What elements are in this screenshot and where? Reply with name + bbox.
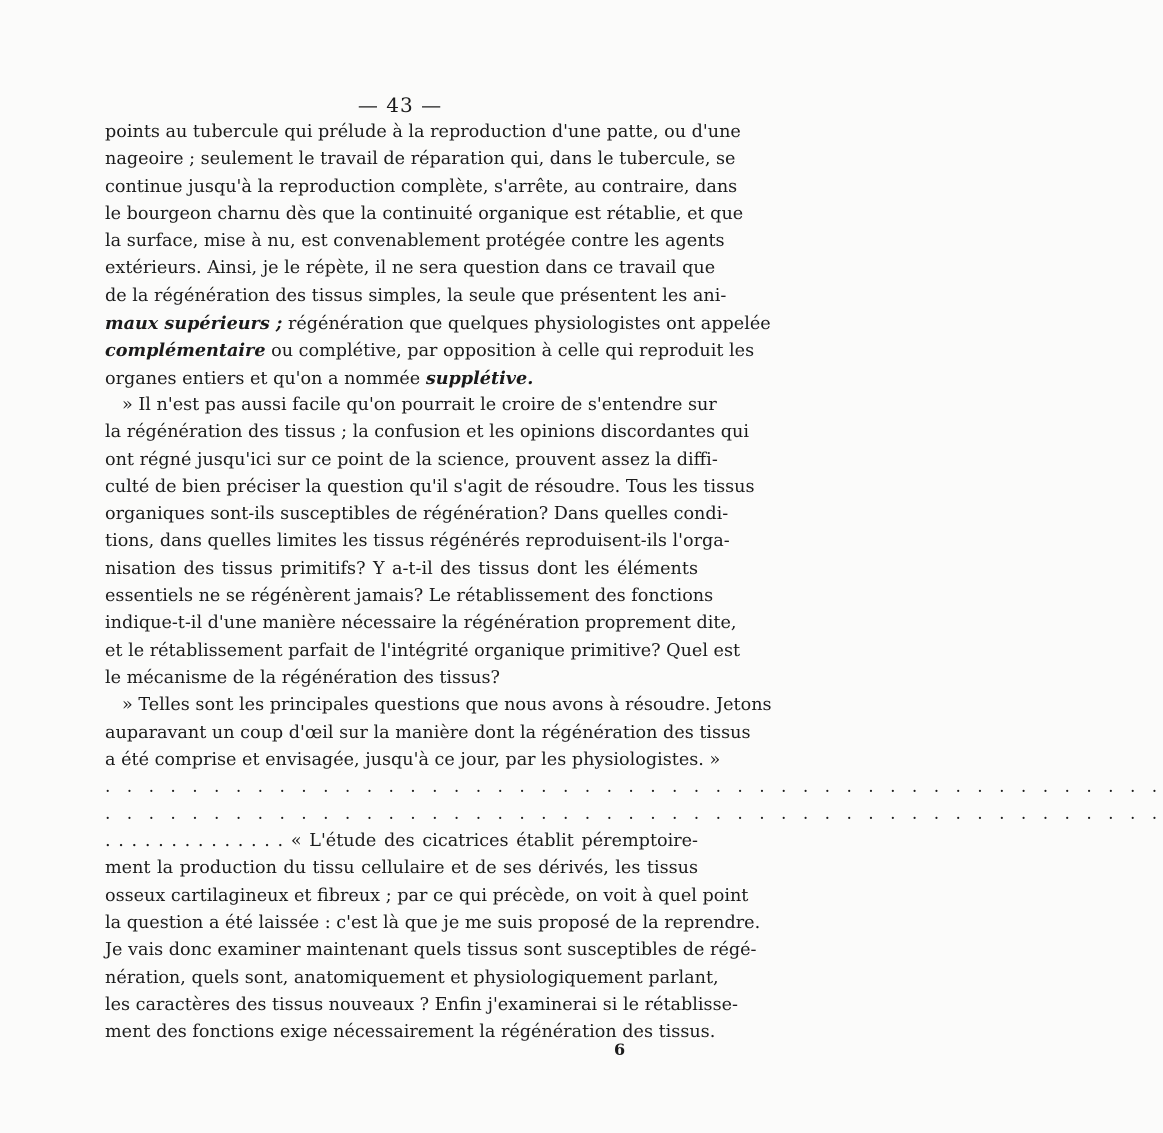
- text-line: organiques sont-ils susceptibles de régénération? Dans quelles condi-: [105, 504, 729, 525]
- text-line: le mécanisme de la régénération des tissus?: [105, 667, 500, 688]
- text-span: « L'étude des cicatrices établit péremptoire-: [283, 831, 699, 852]
- leader-dots: . . . . . . . . . . . . . .: [105, 831, 284, 852]
- text-line: [105, 828, 698, 855]
- text-line: osseux cartilagineux et fibreux ; par ce qui précède, on voit à quel point: [105, 885, 749, 906]
- text-line: nération, quels sont, anatomiquement et physiologiquement parlant,: [105, 967, 719, 988]
- text-line: nageoire ; seulement le travail de réparation qui, dans le tubercule, se: [105, 149, 736, 170]
- dotted-separator: . . . . . . . . . . . . . . . . . . . . . . . . . . . . . . . . . . . . . . . . . . . . . . . . .: [105, 777, 1163, 798]
- text-line: continue jusqu'à la reproduction complète, s'arrête, au contraire, dans: [105, 176, 738, 197]
- paragraph-start: » Il n'est pas aussi facile qu'on pourrait le croire de s'entendre sur: [122, 394, 717, 415]
- text-span: ou complétive, par opposition à celle qui reproduit les: [265, 341, 755, 362]
- text-line: Je vais donc examiner maintenant quels tissus sont susceptibles de régé-: [105, 940, 757, 961]
- emphasis: supplétive.: [425, 367, 534, 389]
- text-line: et le rétablissement parfait de l'intégrité organique primitive? Quel est: [105, 640, 741, 661]
- text-line: extérieurs. Ainsi, je le répète, il ne sera question dans ce travail que: [105, 258, 716, 279]
- page-number: — 43 —: [357, 93, 443, 117]
- dotted-separator: . . . . . . . . . . . . . . . . . . . . . . . . . . . . . . . . . . . . . . . . . . . . . . . . .: [105, 804, 1163, 825]
- paragraph-start: » Telles sont les principales questions que nous avons à résoudre. Jetons: [122, 695, 772, 716]
- emphasis: complémentaire: [105, 340, 266, 362]
- text-span: régénération que quelques physiologistes ont appelée: [282, 314, 771, 335]
- text-line: ment des fonctions exige nécessairement la régénération des tissus.: [105, 1022, 716, 1043]
- text-line: ont régné jusqu'ici sur ce point de la science, prouvent assez la diffi-: [105, 449, 718, 470]
- text-line: points au tubercule qui prélude à la reproduction d'une patte, ou d'une: [105, 122, 741, 142]
- text-line: tions, dans quelles limites les tissus régénérés reproduisent-ils l'orga-: [105, 531, 730, 552]
- text-line: [105, 337, 755, 364]
- text-line: essentiels ne se régénèrent jamais? Le rétablissement des fonctions: [105, 586, 714, 607]
- text-line: le bourgeon charnu dès que la continuité organique est rétablie, et que: [105, 203, 744, 224]
- text-line: la régénération des tissus ; la confusion et les opinions discordantes qui: [105, 422, 749, 443]
- text-line: nisation des tissus primitifs? Y a-t-il des tissus dont les éléments: [105, 558, 698, 579]
- text-line: la question a été laissée : c'est là que je me suis proposé de la reprendre.: [105, 913, 761, 934]
- text-line: culté de bien préciser la question qu'il s'agit de résoudre. Tous les tissus: [105, 476, 755, 497]
- text-line: indique-t-il d'une manière nécessaire la régénération proprement dite,: [105, 613, 737, 634]
- signature-mark: 6: [614, 1040, 626, 1059]
- body-text: [105, 119, 1163, 1047]
- text-line: auparavant un coup d'œil sur la manière dont la régénération des tissus: [105, 722, 751, 743]
- emphasis: maux supérieurs ;: [105, 313, 283, 335]
- text-line: la surface, mise à nu, est convenablement protégée contre les agents: [105, 231, 725, 252]
- text-span: organes entiers et qu'on a nommée: [105, 368, 426, 389]
- text-line: ment la production du tissu cellulaire et de ses dérivés, les tissus: [105, 858, 698, 879]
- text-line: les caractères des tissus nouveaux ? Enfin j'examinerai si le rétablisse-: [105, 994, 738, 1015]
- text-line: a été comprise et envisagée, jusqu'à ce jour, par les physiologistes. »: [105, 749, 721, 770]
- text-line: [105, 310, 771, 337]
- text-line: de la régénération des tissus simples, la seule que présentent les ani-: [105, 285, 727, 306]
- text-line: [105, 365, 698, 392]
